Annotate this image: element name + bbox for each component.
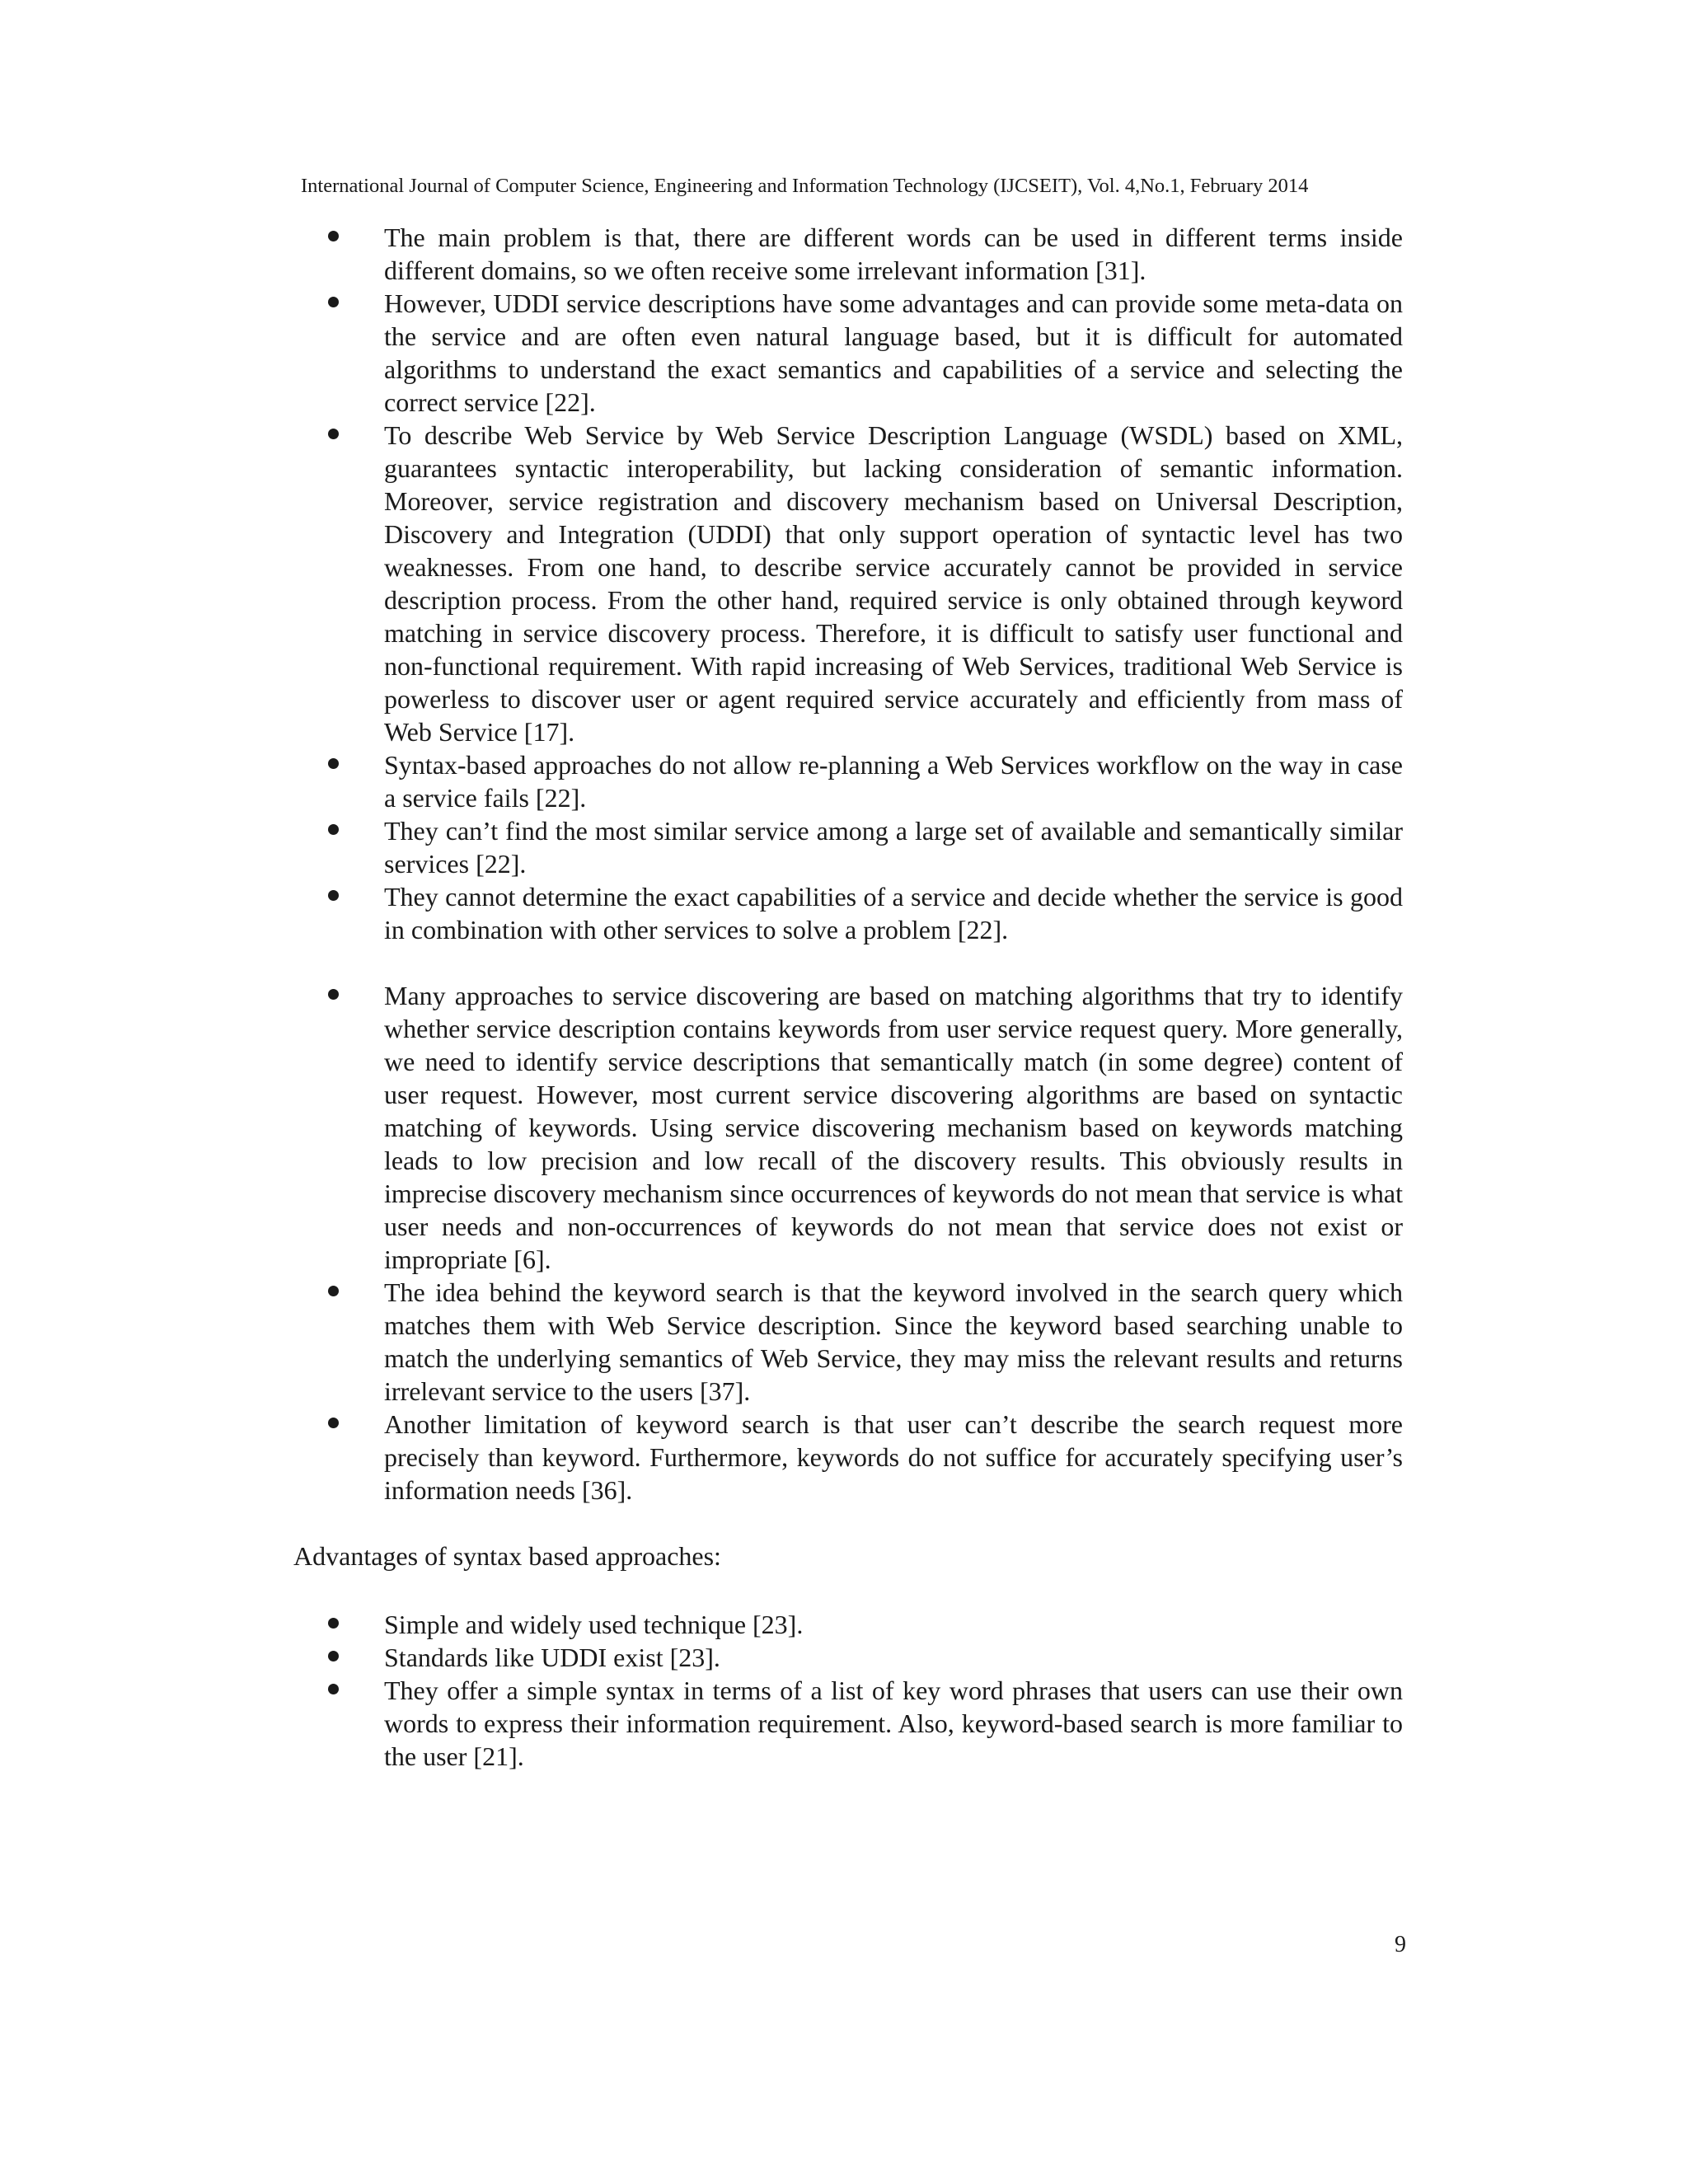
bullet-list-keyword-search bbox=[328, 979, 1403, 1507]
bullet-icon bbox=[328, 1286, 339, 1296]
bullet-icon bbox=[328, 1651, 339, 1661]
list-item-text: Standards like UDDI exist [23]. bbox=[384, 1643, 720, 1672]
bullet-icon bbox=[328, 989, 339, 1000]
list-item bbox=[328, 814, 1403, 880]
list-item bbox=[328, 748, 1403, 814]
list-item bbox=[328, 287, 1403, 419]
bullet-icon bbox=[328, 297, 339, 307]
bullet-list-advantages bbox=[328, 1608, 1403, 1773]
list-item bbox=[328, 1408, 1403, 1507]
section-heading: Advantages of syntax based approaches: bbox=[293, 1541, 721, 1571]
journal-header: International Journal of Computer Science, Engineering and Information Technology (IJCSEIT), Vol. 4,No.1, February 2014 bbox=[301, 175, 1309, 197]
list-item-text: The main problem is that, there are different words can be used in different terms inside different domains, so we often receive some irrelevant information [31]. bbox=[384, 223, 1403, 285]
bullet-icon bbox=[328, 231, 339, 241]
list-item-text: They offer a simple syntax in terms of a list of key word phrases that users can use their own words to express their information requirement. Also, keyword-based search is more familiar to the user [21]. bbox=[384, 1675, 1403, 1771]
bullet-icon bbox=[328, 1418, 339, 1428]
list-item bbox=[328, 1608, 1403, 1641]
bullet-icon bbox=[328, 758, 339, 769]
list-item bbox=[328, 221, 1403, 287]
list-item-text: To describe Web Service by Web Service Description Language (WSDL) based on XML, guarantees syntactic interoperability, but lacking consideration of semantic information. Moreover, service registration and discovery mechanism based on Universal Description, Discovery and Integration (UDDI) that only support operation of syntactic level has two weaknesses. From one hand, to describe service accurately cannot be provided in service description process. From the other hand, required service is only obtained through keyword matching in service discovery process. Therefore, it is difficult to satisfy user functional and non-functional requirement. With rapid increasing of Web Services, traditional Web Service is powerless to discover user or agent required service accurately and efficiently from mass of Web Service [17]. bbox=[384, 420, 1403, 747]
list-item-text: They cannot determine the exact capabilities of a service and decide whether the service is good in combination with other services to solve a problem [22]. bbox=[384, 882, 1403, 944]
list-item-text: Many approaches to service discovering are based on matching algorithms that try to identify whether service description contains keywords from user service request query. More generally, we need to identify service descriptions that semantically match (in some degree) content of user request. However, most current service discovering algorithms are based on syntactic matching of keywords. Using service discovering mechanism based on keywords matching leads to low precision and low recall of the discovery results. This obviously results in imprecise discovery mechanism since occurrences of keywords do not mean that service is what user needs and non-occurrences of keywords do not mean that service does not exist or impropriate [6]. bbox=[384, 981, 1403, 1274]
bullet-icon bbox=[328, 1618, 339, 1629]
list-item bbox=[328, 979, 1403, 1276]
page-number: 9 bbox=[1395, 1932, 1406, 1957]
list-item-text: They can’t find the most similar service among a large set of available and semantically similar services [22]. bbox=[384, 816, 1403, 879]
bullet-icon bbox=[328, 890, 339, 901]
list-item-text: Syntax-based approaches do not allow re-planning a Web Services workflow on the way in case a service fails [22]. bbox=[384, 750, 1403, 813]
list-item bbox=[328, 1276, 1403, 1408]
bullet-icon bbox=[328, 824, 339, 835]
list-item-text: However, UDDI service descriptions have some advantages and can provide some meta-data on the service and are often even natural language based, but it is difficult for automated algorithms to understand the exact semantics and capabilities of a service and selecting the correct service [22]. bbox=[384, 288, 1403, 417]
list-item-text: The idea behind the keyword search is that the keyword involved in the search query which matches them with Web Service description. Since the keyword based searching unable to match the underlying semantics of Web Service, they may miss the relevant results and returns irrelevant service to the users [37]. bbox=[384, 1277, 1403, 1406]
list-item-text: Simple and widely used technique [23]. bbox=[384, 1610, 804, 1639]
list-item-text: Another limitation of keyword search is that user can’t describe the search request more precisely than keyword. Furthermore, keywords do not suffice for accurately specifying user’s information needs [36]. bbox=[384, 1409, 1403, 1505]
list-item bbox=[328, 880, 1403, 946]
bullet-icon bbox=[328, 429, 339, 439]
bullet-icon bbox=[328, 1684, 339, 1694]
list-item bbox=[328, 1674, 1403, 1773]
list-item bbox=[328, 419, 1403, 748]
bullet-list-limitations bbox=[328, 221, 1403, 946]
list-item bbox=[328, 1641, 1403, 1674]
